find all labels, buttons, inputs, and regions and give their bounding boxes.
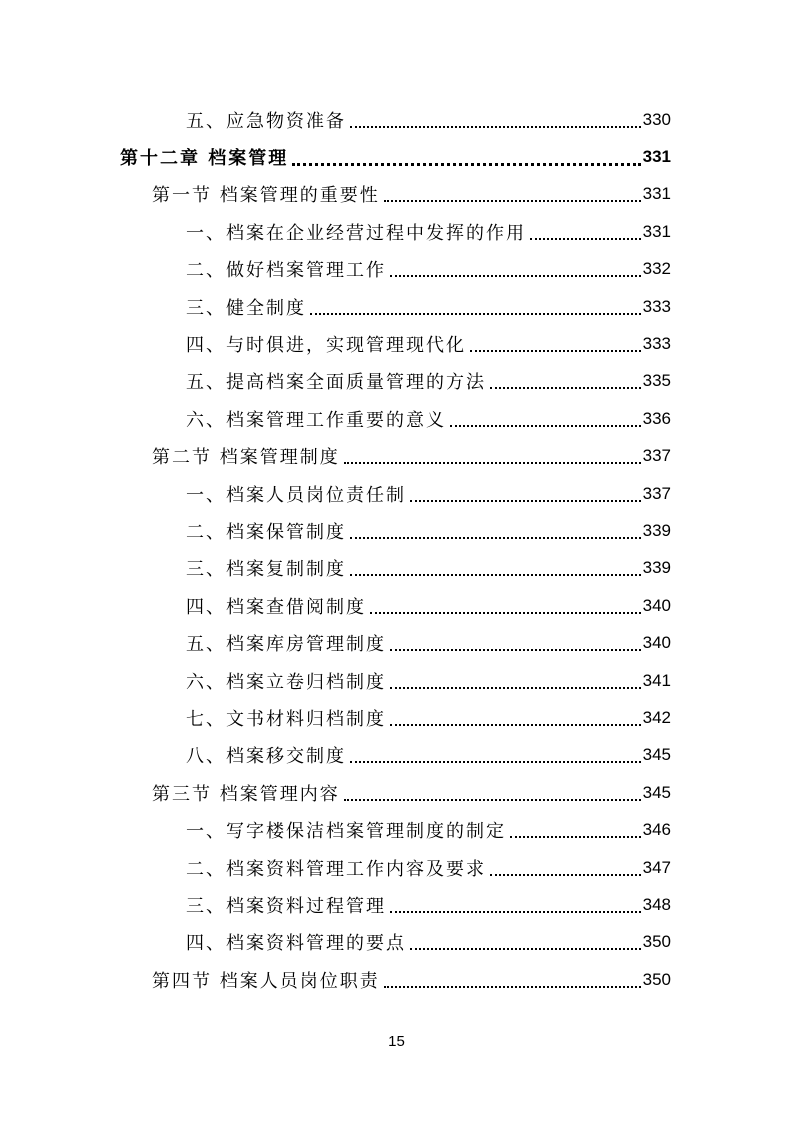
toc-dot-leader: [350, 761, 641, 763]
toc-entry-page: 342: [642, 707, 671, 727]
toc-dot-leader: [390, 687, 641, 689]
toc-dot-leader: [470, 350, 641, 352]
toc-entry[interactable]: [0, 924, 793, 961]
toc-entry-title: 二、档案资料管理工作内容及要求: [186, 858, 486, 880]
toc-section-entry[interactable]: [0, 176, 793, 213]
toc-entry[interactable]: [0, 325, 793, 362]
toc-dot-leader: [350, 126, 641, 128]
toc-entry-page: 331: [642, 221, 671, 241]
toc-dot-leader: [410, 948, 641, 950]
toc-dot-leader: [370, 612, 641, 614]
toc-entry-page: 340: [642, 633, 671, 653]
toc-entry-title: 八、档案移交制度: [186, 746, 346, 768]
toc-section-entry[interactable]: [0, 774, 793, 811]
toc-entry[interactable]: [0, 662, 793, 699]
toc-entry[interactable]: [0, 213, 793, 250]
toc-entry-title: 三、健全制度: [186, 297, 306, 319]
toc-entry-page: 340: [642, 595, 671, 615]
toc-dot-leader: [384, 986, 641, 988]
toc-entry-title: 第一节 档案管理的重要性: [152, 185, 380, 207]
toc-entry-page: 345: [642, 782, 671, 802]
toc-entry-page: 345: [642, 745, 671, 765]
toc-entry[interactable]: [0, 624, 793, 661]
toc-entry-title: 第十二章 档案管理: [120, 148, 289, 170]
toc-dot-leader: [390, 724, 641, 726]
table-of-contents: [0, 101, 793, 998]
toc-dot-leader: [384, 200, 641, 202]
toc-entry-page: 331: [642, 184, 671, 204]
toc-entry-title: 六、档案管理工作重要的意义: [186, 409, 446, 431]
toc-entry[interactable]: [0, 587, 793, 624]
toc-dot-leader: [390, 911, 641, 913]
toc-dot-leader: [410, 500, 641, 502]
toc-entry-title: 第三节 档案管理内容: [152, 783, 340, 805]
toc-entry-page: 341: [642, 670, 671, 690]
toc-entry[interactable]: [0, 849, 793, 886]
toc-entry[interactable]: [0, 363, 793, 400]
toc-entry-page: 336: [642, 408, 671, 428]
toc-dot-leader: [350, 537, 641, 539]
toc-dot-leader: [490, 387, 641, 389]
toc-entry-title: 一、写字楼保洁档案管理制度的制定: [186, 821, 506, 843]
toc-entry[interactable]: [0, 512, 793, 549]
toc-section-entry[interactable]: [0, 961, 793, 998]
toc-entry-page: 347: [642, 857, 671, 877]
toc-entry[interactable]: [0, 251, 793, 288]
toc-dot-leader: [490, 874, 641, 876]
toc-dot-leader: [450, 425, 641, 427]
toc-entry-title: 二、做好档案管理工作: [186, 260, 386, 282]
toc-entry-page: 333: [642, 296, 671, 316]
toc-dot-leader: [390, 275, 641, 277]
toc-entry-page: 337: [642, 483, 671, 503]
toc-entry[interactable]: [0, 400, 793, 437]
toc-entry-title: 五、应急物资准备: [186, 110, 346, 132]
toc-entry-title: 三、档案资料过程管理: [186, 895, 386, 917]
toc-entry[interactable]: [0, 886, 793, 923]
toc-entry-page: 350: [642, 932, 671, 952]
toc-entry-page: 337: [642, 446, 671, 466]
toc-entry-title: 二、档案保管制度: [186, 521, 346, 543]
toc-entry[interactable]: [0, 475, 793, 512]
toc-dot-leader: [350, 574, 641, 576]
toc-dot-leader: [390, 649, 641, 651]
toc-dot-leader: [510, 836, 641, 838]
toc-entry-page: 339: [642, 558, 671, 578]
toc-entry-title: 四、与时俱进，实现管理现代化: [186, 335, 466, 357]
toc-entry[interactable]: [0, 101, 793, 138]
toc-dot-leader: [310, 313, 641, 315]
toc-entry-title: 七、文书材料归档制度: [186, 708, 386, 730]
toc-dot-leader: [344, 799, 641, 801]
toc-entry-page: 330: [642, 109, 671, 129]
toc-entry-title: 四、档案资料管理的要点: [186, 933, 406, 955]
toc-entry-page: 350: [642, 969, 671, 989]
toc-entry[interactable]: [0, 288, 793, 325]
toc-entry-title: 一、档案人员岗位责任制: [186, 484, 406, 506]
toc-entry-page: 346: [642, 820, 671, 840]
toc-dot-leader: [344, 462, 641, 464]
toc-entry-title: 五、档案库房管理制度: [186, 634, 386, 656]
toc-dot-leader: [530, 238, 641, 240]
toc-entry-page: 335: [642, 371, 671, 391]
toc-section-entry[interactable]: [0, 438, 793, 475]
toc-entry-title: 一、档案在企业经营过程中发挥的作用: [186, 222, 526, 244]
toc-entry[interactable]: [0, 550, 793, 587]
toc-entry-page: 331: [642, 147, 671, 167]
toc-dot-leader: [292, 163, 640, 166]
toc-entry-title: 四、档案查借阅制度: [186, 596, 366, 618]
toc-entry[interactable]: [0, 699, 793, 736]
toc-chapter-entry[interactable]: [0, 138, 793, 175]
toc-entry-page: 332: [642, 259, 671, 279]
toc-entry-page: 339: [642, 520, 671, 540]
toc-entry-title: 五、提高档案全面质量管理的方法: [186, 372, 486, 394]
toc-entry-page: 348: [642, 894, 671, 914]
toc-entry-title: 第四节 档案人员岗位职责: [152, 970, 380, 992]
toc-entry-title: 三、档案复制制度: [186, 559, 346, 581]
toc-entry-title: 六、档案立卷归档制度: [186, 671, 386, 693]
toc-entry-title: 第二节 档案管理制度: [152, 447, 340, 469]
page-number: 15: [388, 1033, 405, 1050]
toc-entry[interactable]: [0, 737, 793, 774]
toc-entry[interactable]: [0, 811, 793, 848]
toc-entry-page: 333: [642, 334, 671, 354]
